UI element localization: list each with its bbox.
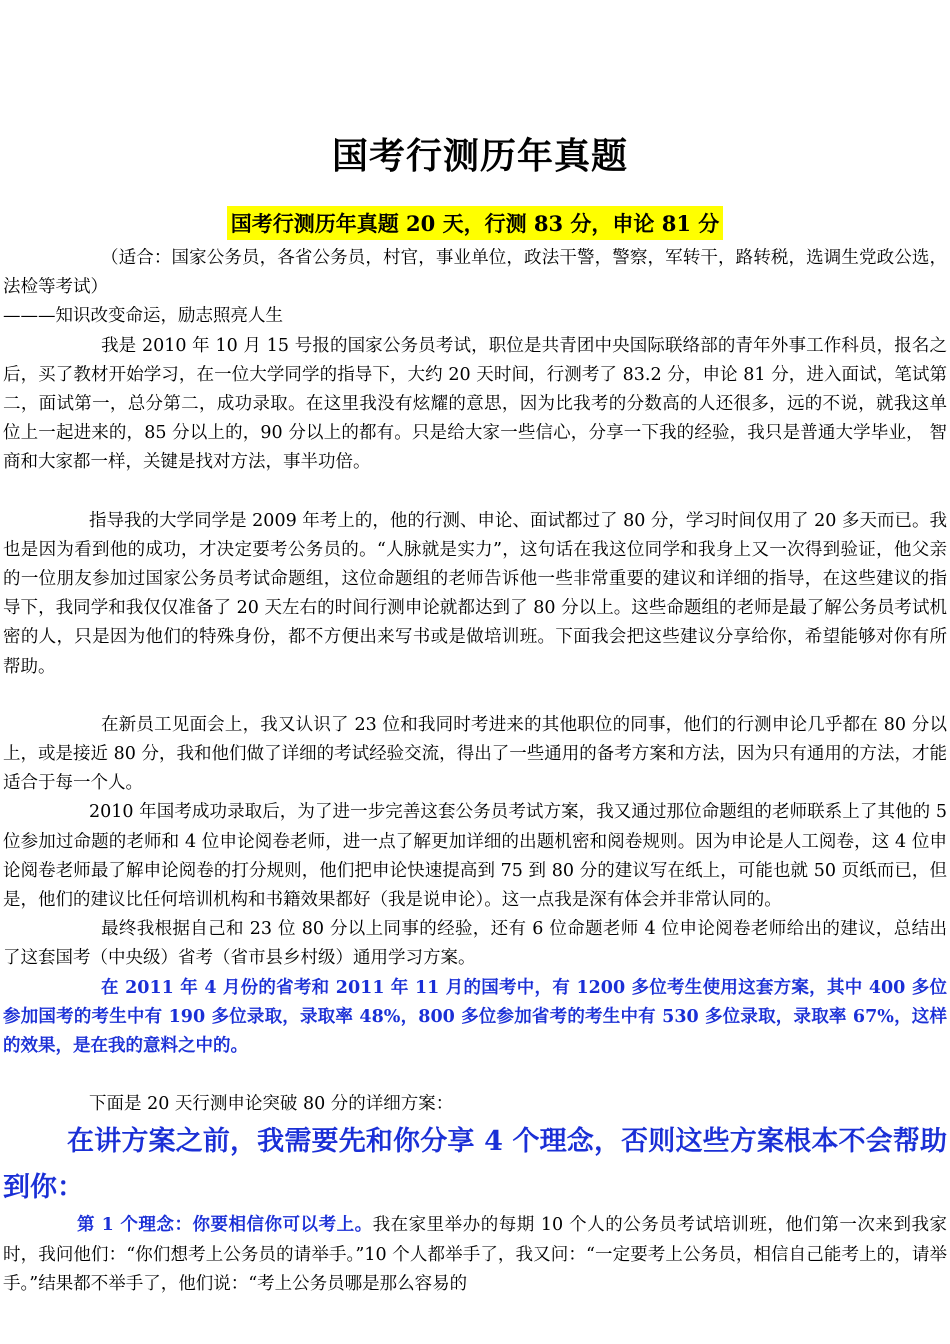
highlighted-subtitle: 国考行测历年真题 20 天，行测 83 分，申论 81 分 (227, 206, 724, 240)
paragraph-5: 最终我根据自己和 23 位 80 分以上同事的经验，还有 6 位命题老师 4 位申论阅卷老师给出的建议，总结出了这套国考（中央级）省考（省市县乡村级）通用学习方案。 (3, 919, 947, 969)
paragraph-gap (3, 478, 947, 507)
paragraph-6-highlight: 在 2011 年 4 月份的省考和 2011 年 11 月的国考中，有 1200 多位考生使用这套方案，其中 400 多位参加国考的考生中有 190 多位录取，录取率 48%，800 多位参加省考的考生中有 530 多位录取，录取率 67%，这样的效果，是在我的意料之中的。 (3, 977, 947, 1057)
document-title: 国考行测历年真题 (331, 135, 628, 177)
paragraph-4: 2010 年国考成功录取后，为了进一步完善这套公务员考试方案，我又通过那位命题组的老师联系上了其他的 5 位参加过命题的老师和 4 位申论阅卷老师，进一点了解更加详细的出题机密和阅卷规则。因为申论是人工阅卷，这 4 位申论阅卷老师最了解申论阅卷的打分规则，他们把申论快速提高到 75 到 80 分的建议写在纸上，可能也就 50 页纸而已，但是，他们的建议比任何培训机构和书籍效果都好（我是说申论）。这一点我是深有体会并非常认同的。 (3, 802, 947, 911)
applies-paragraph: （适合：国家公务员，各省公务员，村官，事业单位，政法干警，警察，军转干，路转税，选调生党政公选，法检等考试） (3, 248, 947, 298)
concepts-heading: 在讲方案之前，我需要先和你分享 4 个理念，否则这些方案根本不会帮助到你： (3, 1126, 947, 1204)
paragraph-1: 我是 2010 年 10 月 15 号报的国家公务员考试，职位是共青团中央国际联络部的青年外事工作科员，报名之后，买了教材开始学习，在一位大学同学的指导下，大约 20 天时间，行测考了 83.2 分，申论 81 分，进入面试，笔试第二，面试第一，总分第二，成功录取。在这里我没有炫耀的意思，因为比我考的分数高的人还很多，远的不说，就我这单位上一起进来的，85 分以上的，90 分以上的都有。只是给大家一些信心，分享一下我的经验，我只是普通大学毕业， 智商和大家都一样，关键是找对方法，事半功倍。 (3, 335, 947, 473)
paragraph-gap (3, 682, 947, 711)
paragraph-2: 指导我的大学同学是 2009 年考上的，他的行测、申论、面试都过了 80 分，学习时间仅用了 20 多天而已。我也是因为看到他的成功，才决定要考公务员的。“人脉就是实力”，这句话在我这位同学和我身上又一次得到验证，他父亲的一位朋友参加过国家公务员考试命题组，这位命题组的老师告诉他一些非常重要的建议和详细的指导，在这些建议的指导下，我同学和我仅仅准备了 20 天左右的时间行测申论就都达到了 80 分以上。这些命题组的老师是最了解公务员考试机密的人，只是因为他们的特殊身份，都不方便出来写书或是做培训班。下面我会把这些建议分享给你，希望能够对你有所帮助。 (3, 510, 947, 677)
paragraph-gap (3, 1061, 947, 1090)
subtitle-container (0, 206, 950, 240)
document-body (3, 244, 947, 1299)
paragraph-3: 在新员工见面会上，我又认识了 23 位和我同时考进来的其他职位的同事，他们的行测申论几乎都在 80 分以上，或是接近 80 分，我和他们做了详细的考试经验交流，得出了一些通用的备考方案和方法，因为只有通用的方法，才能适合于每一个人。 (3, 714, 947, 794)
motto-line: ———知识改变命运，励志照亮人生 (3, 306, 283, 327)
concept-1-label: 第 1 个理念：你要相信你可以考上。 (77, 1215, 373, 1236)
concept-1-text: 我在家里举办的每期 10 个人的公务员考试培训班，他们第一次来到我家时，我问他们：“你们想考上公务员的请举手。”10 个人都举手了，我又问：“一定要考上公务员，相信自己能考上的，请举手。”结果都不举手了，他们说：“考上公务员哪是那么容易的 (3, 1215, 947, 1294)
paragraph-7: 下面是 20 天行测申论突破 80 分的详细方案： (89, 1094, 454, 1115)
paragraph-9 (3, 1211, 947, 1299)
